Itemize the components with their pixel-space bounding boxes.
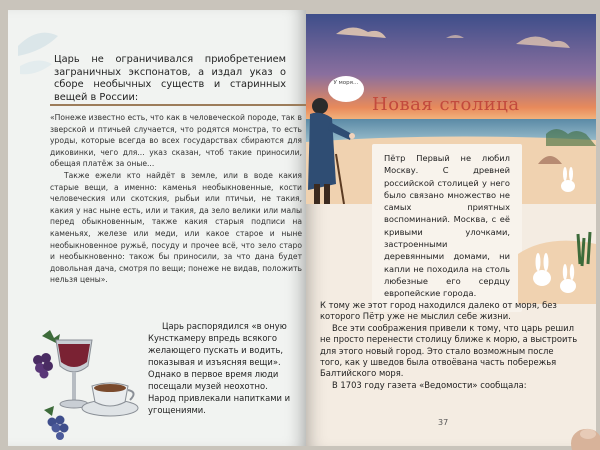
rabbits-illustration <box>518 194 596 304</box>
quote-paragraph-1: «Понеже известно есть, что как в человеческой породе, так в зверской и птичьей случается, что родятся монстра, то есть уроды, которые всегда во всех государствах сбираются для диковинки, чего для... указ сказан, чтоб такие приносили, обещая платёж за оные... <box>50 113 302 169</box>
body-paragraph-2: Все эти соображения привели к тому, что царь решил не просто перенести столицу ближе к морю, а выстроить для этого новый город. Это стало возможным после того, как у шведов была отвоёвана часть побережья Балтийского моря. <box>320 322 578 379</box>
kunstkamera-paragraph: Царь распорядился «в оную Кунсткамеру впредь всякого желающего пускать и водить, показывая и изъясняя вещи». Однако в первое время люди посещали музей неохотно. Народ привлекали напитками и угощениями. <box>148 321 291 415</box>
grapes-leaf-icon <box>33 330 60 379</box>
page-number: 37 <box>438 418 449 427</box>
grapes-icon <box>44 406 69 440</box>
quote-paragraph-2: Также ежели кто найдёт в земле, или в воде какия старые вещи, а именно: каменья необыкновенные, кости человеческия или скотския, рыбьи или птичьи, не такия, какия у нас ныне есть, или и такия, да зело велики или малы перед обыкновенным, также какия старыя подписи на каменьях, железе или меди, или какое старое и ныне необыкновенное ружьё, посуду и прочее всё, что зело старо и необыкновенно: також бы приносили, за что дана будет довольная дача, смотря по вещи; понеже не видав, положить нельзя цены». <box>50 170 302 285</box>
decree-quote <box>50 104 306 304</box>
speech-bubble-text: У моря… <box>333 80 359 86</box>
body-paragraph-1: К тому же этот город находился далеко от моря, без которого Пётр уже не мыслил себе жизни. <box>320 300 557 322</box>
right-page <box>306 14 596 446</box>
body-paragraph-3: В 1703 году газета «Ведомости» сообщала: <box>332 379 527 390</box>
intro-box-text: Пётр Первый не любил Москву. С древней российской столицей у него было связано множество не самых приятных воспоминаний. Москва, с её кривыми улочками, застроенными деревянными домами, ни капли не походила на столь любезные его сердцу европейские города. <box>384 153 510 299</box>
chapter-title: Новая столица <box>372 94 520 115</box>
goblet-and-cup-illustration <box>30 330 145 448</box>
goblet-icon <box>56 340 92 408</box>
quote-divider <box>50 104 310 106</box>
intro-paragraph: Царь не ограничивался приобретением заграничных экспонатов, а издал указ о сборе необычных существ и старинных вещей в России: <box>54 54 286 103</box>
finger-photo-element <box>562 414 600 450</box>
left-page <box>8 10 306 446</box>
cup-icon <box>82 383 138 416</box>
